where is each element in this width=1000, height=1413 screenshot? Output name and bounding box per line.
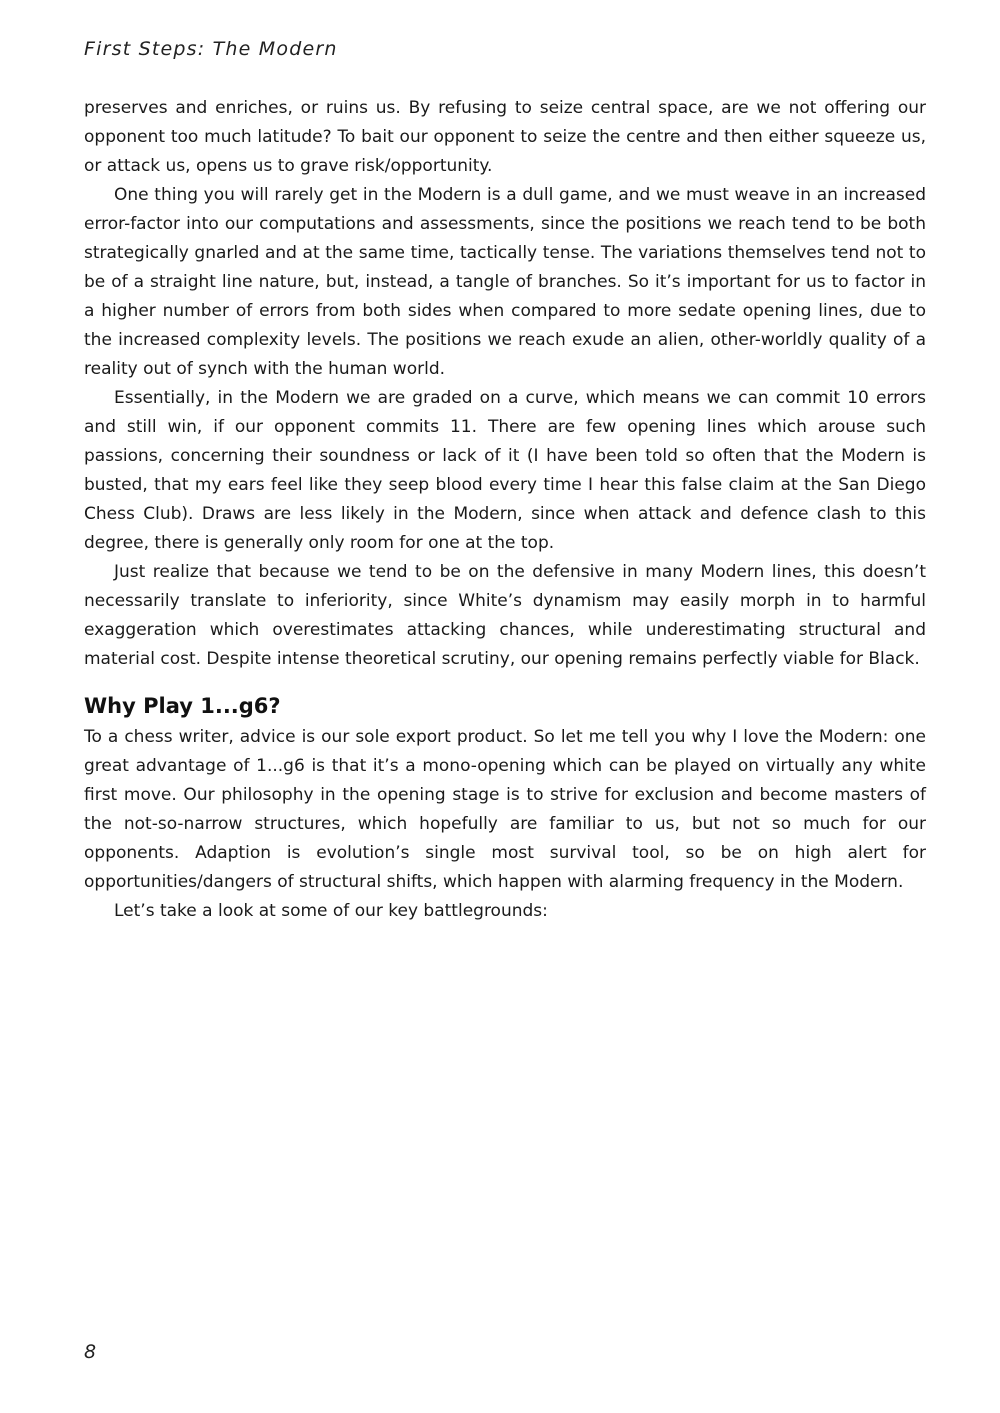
page-number: 8 bbox=[84, 1341, 97, 1363]
section-title: Why Play 1...g6? bbox=[84, 694, 281, 718]
body-text bbox=[84, 94, 926, 926]
paragraph-continued: preserves and enriches, or ruins us. By refusing to seize central space, are we not offering our opponent too much latitude? To bait our opponent to seize the centre and then either squeeze us, or attack us, opens us to grave risk/opportunity. bbox=[84, 98, 926, 176]
running-head: First Steps: The Modern bbox=[84, 38, 338, 60]
paragraph-why-play: To a chess writer, advice is our sole export product. So let me tell you why I love the Modern: one great advantage of 1...g6 is that it’s a mono-opening which can be played on virtually any white first move. Our philosophy in the opening stage is to strive for exclusion and become masters of the not-so-narrow structures, which hopefully are familiar to us, but not so much for our opponents. Adaption is evolution’s single most survival tool, so be on high alert for opportunities/dangers of structural shifts, which happen with alarming frequency in the Modern. bbox=[84, 727, 926, 892]
paragraph-error-factor: One thing you will rarely get in the Modern is a dull game, and we must weave in an increased error-factor into our computations and assessments, since the positions we reach tend to be both strategically gnarled and at the same time, tactically tense. The variations themselves tend not to be of a straight line nature, but, instead, a tangle of branches. So it’s important for us to factor in a higher number of errors from both sides when compared to more sedate opening lines, due to the increased complexity levels. The positions we reach exude an alien, other-worldly quality of a reality out of synch with the human world. bbox=[84, 185, 926, 379]
paragraph-battlegrounds: Let’s take a look at some of our key battlegrounds: bbox=[114, 901, 548, 921]
paragraph-defensive-lines: Just realize that because we tend to be on the defensive in many Modern lines, this doesn’t necessarily translate to inferiority, since White’s dynamism may easily morph in to harmful exaggeration which overestimates attacking chances, while underestimating structural and material cost. Despite intense theoretical scrutiny, our opening remains perfectly viable for Black. bbox=[84, 562, 926, 669]
paragraph-graded-on-curve: Essentially, in the Modern we are graded on a curve, which means we can commit 10 errors and still win, if our opponent commits 11. There are few opening lines which arouse such passions, concerning their soundness or lack of it (I have been told so often that the Modern is busted, that my ears feel like they seep blood every time I hear this false claim at the San Diego Chess Club). Draws are less likely in the Modern, since when attack and defence clash to this degree, there is generally only room for one at the top. bbox=[84, 388, 926, 553]
